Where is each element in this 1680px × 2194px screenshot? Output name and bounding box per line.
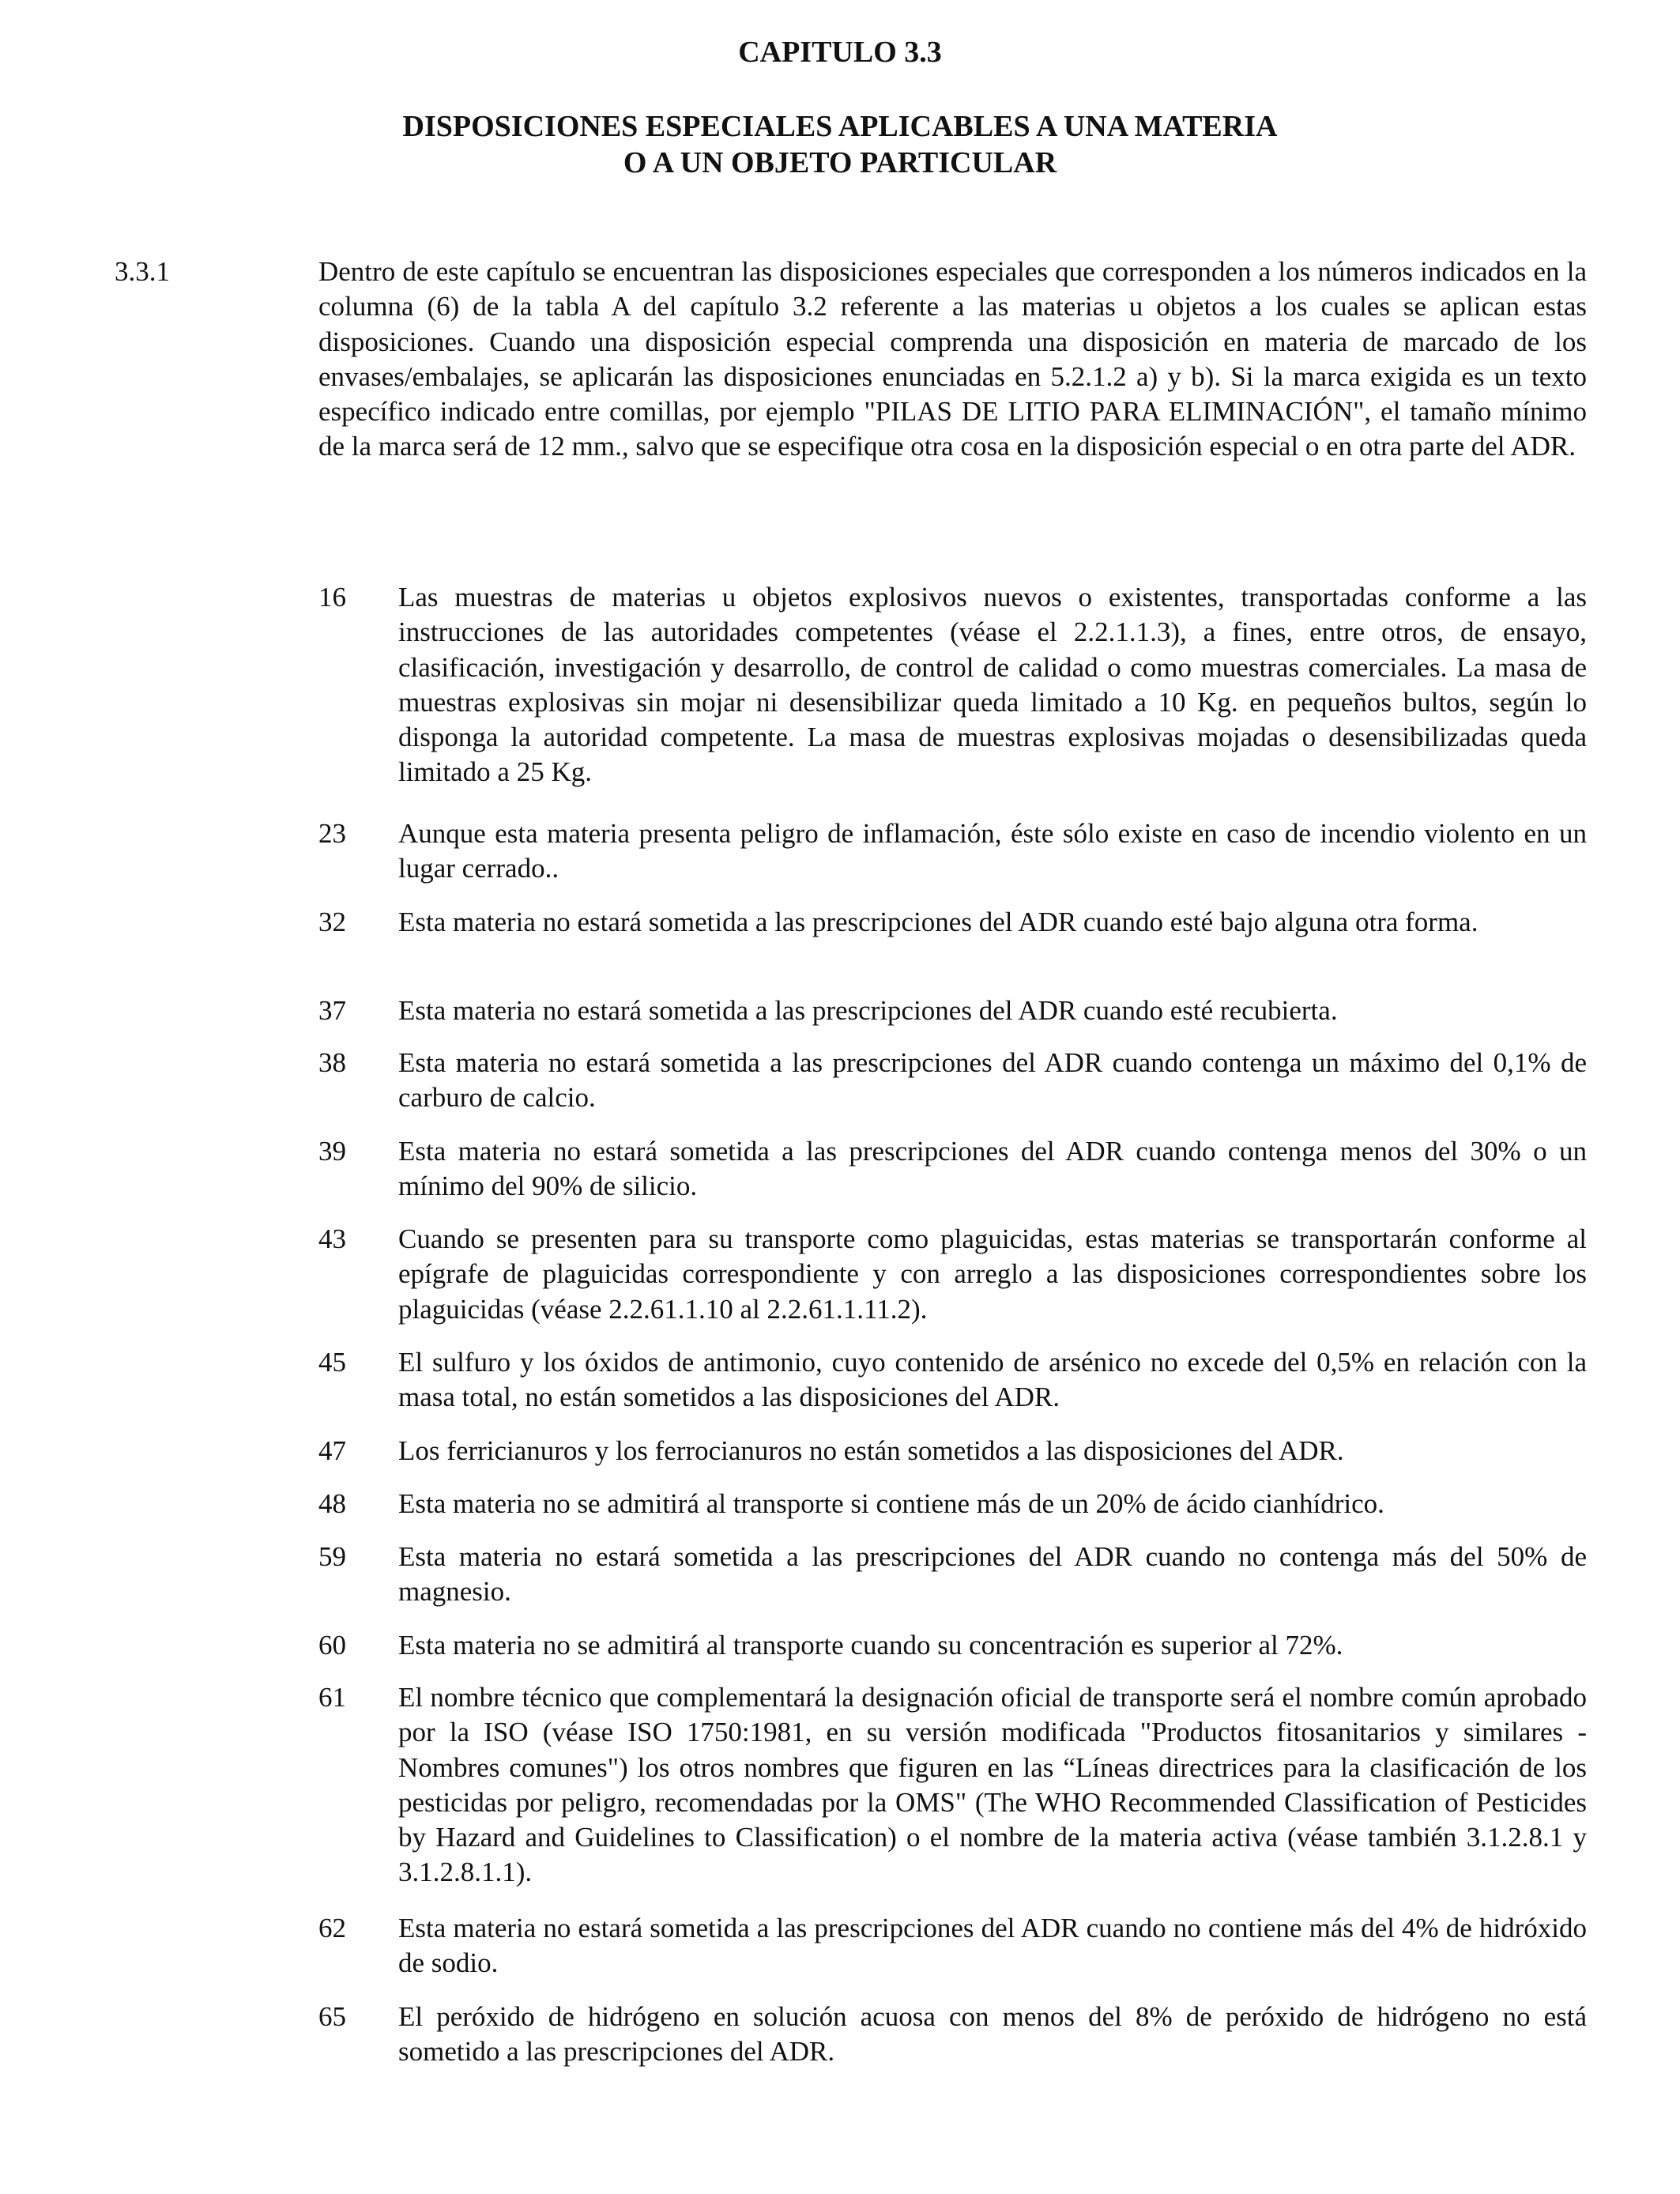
provision-text: Los ferricianuros y los ferrocianuros no están sometidos a las disposiciones del ADR.: [398, 1435, 1344, 1466]
provision-text: Esta materia no estará sometida a las prescripciones del ADR cuando contenga un máximo del 0,1% de carburo de calcio.: [398, 1047, 1587, 1114]
provision-text: Esta materia no estará sometida a las prescripciones del ADR cuando contenga menos del 30% o un mínimo del 90% de silicio.: [398, 1136, 1587, 1202]
provision-item: [318, 1134, 1587, 1204]
provision-item: [318, 1046, 1587, 1116]
provision-number: 38: [318, 1047, 346, 1078]
provision-item: [318, 1222, 1587, 1327]
provision-number: 61: [318, 1682, 346, 1713]
chapter-title: CAPITULO 3.3: [738, 36, 942, 69]
section-number: 3.3.1: [115, 256, 170, 287]
chapter-subtitle-line-1: DISPOSICIONES ESPECIALES APLICABLES A UNA MATERIA: [402, 110, 1278, 143]
section-intro-paragraph: Dentro de este capítulo se encuentran las disposiciones especiales que corresponden a los números indicados en la columna (6) de la tabla A del capítulo 3.2 referente a las materias u objetos a los cuales se aplican estas disposiciones. Cuando una disposición especial comprenda una disposición en materia de marcado de los envases/embalajes, se aplicarán las disposiciones enunciadas en 5.2.1.2 a) y b). Si la marca exigida es un texto específico indicado entre comillas, por ejemplo "PILAS DE LITIO PARA ELIMINACIÓN", el tamaño mínimo de la marca será de 12 mm., salvo que se especifique otra cosa en la disposición especial o en otra parte del ADR.: [318, 256, 1587, 462]
provision-number: 16: [318, 582, 346, 613]
provision-text: Cuando se presenten para su transporte como plaguicidas, estas materias se transportarán conforme al epígrafe de plaguicidas correspondiente y con arreglo a las disposiciones correspondientes sobre los plaguicidas (véase 2.2.61.1.10 al 2.2.61.1.11.2).: [398, 1223, 1587, 1325]
provision-text: Las muestras de materias u objetos explosivos nuevos o existentes, transportadas conforme a las instrucciones de las autoridades competentes (véase el 2.2.1.1.3), a fines, entre otros, de ensayo, clasificación, investigación y desarrollo, de control de calidad o como muestras comerciales. La masa de muestras explosivas sin mojar ni desensibilizar queda limitado a 10 Kg. en pequeños bultos, según lo disponga la autoridad competente. La masa de muestras explosivas mojadas o desensibilizadas queda limitado a 25 Kg.: [398, 582, 1587, 788]
provision-number: 48: [318, 1488, 346, 1519]
provision-number: 39: [318, 1136, 346, 1167]
provision-text: El sulfuro y los óxidos de antimonio, cuyo contenido de arsénico no excede del 0,5% en relación con la masa total, no están sometidos a las disposiciones del ADR.: [398, 1347, 1587, 1413]
provision-number: 59: [318, 1541, 346, 1572]
provision-item: [318, 1345, 1587, 1416]
provision-item: [318, 2000, 1587, 2070]
provision-item: [318, 1680, 1587, 1891]
provision-item: [318, 1434, 1587, 1468]
provision-item: [318, 1911, 1587, 1981]
provision-item: [318, 580, 1587, 790]
provision-text: Aunque esta materia presenta peligro de inflamación, éste sólo existe en caso de incendio violento en un lugar cerrado..: [398, 818, 1587, 884]
provision-text: El peróxido de hidrógeno en solución acuosa con menos del 8% de peróxido de hidrógeno no está sometido a las prescripciones del ADR.: [398, 2001, 1587, 2068]
provision-number: 62: [318, 1913, 346, 1943]
provision-item: [318, 993, 1587, 1028]
provision-number: 47: [318, 1435, 346, 1466]
provision-item: [318, 1628, 1587, 1663]
provision-number: 45: [318, 1347, 346, 1378]
provision-text: Esta materia no estará sometida a las prescripciones del ADR cuando no contiene más del 4% de hidróxido de sodio.: [398, 1913, 1587, 1979]
provision-item: [318, 816, 1587, 887]
chapter-subtitle-line-2: O A UN OBJETO PARTICULAR: [623, 146, 1057, 179]
provision-item: [318, 1540, 1587, 1610]
provision-text: Esta materia no estará sometida a las prescripciones del ADR cuando no contenga más del 50% de magnesio.: [398, 1541, 1587, 1608]
provision-number: 60: [318, 1630, 346, 1661]
provision-number: 32: [318, 907, 346, 937]
provision-number: 37: [318, 995, 346, 1026]
provision-number: 43: [318, 1223, 346, 1254]
provision-text: Esta materia no estará sometida a las prescripciones del ADR cuando esté bajo alguna otra forma.: [398, 907, 1478, 937]
provision-number: 23: [318, 818, 346, 849]
provision-text: El nombre técnico que complementará la designación oficial de transporte será el nombre común aprobado por la ISO (véase ISO 1750:1981, en su versión modificada "Productos fitosanitarios y similares - Nombres comunes") los otros nombres que figuren en las “Líneas directrices para la clasificación de los pesticidas por peligro, recomendadas por la OMS" (The WHO Recommended Classification of Pesticides by Hazard and Guidelines to Classification) o el nombre de la materia activa (véase también 3.1.2.8.1 y 3.1.2.8.1.1).: [398, 1682, 1587, 1888]
provision-text: Esta materia no estará sometida a las prescripciones del ADR cuando esté recubierta.: [398, 995, 1338, 1026]
provision-item: [318, 1487, 1587, 1521]
provision-text: Esta materia no se admitirá al transporte si contiene más de un 20% de ácido cianhídrico.: [398, 1488, 1384, 1519]
provision-item: [318, 905, 1587, 940]
provision-text: Esta materia no se admitirá al transporte cuando su concentración es superior al 72%.: [398, 1630, 1343, 1661]
provision-number: 65: [318, 2001, 346, 2032]
